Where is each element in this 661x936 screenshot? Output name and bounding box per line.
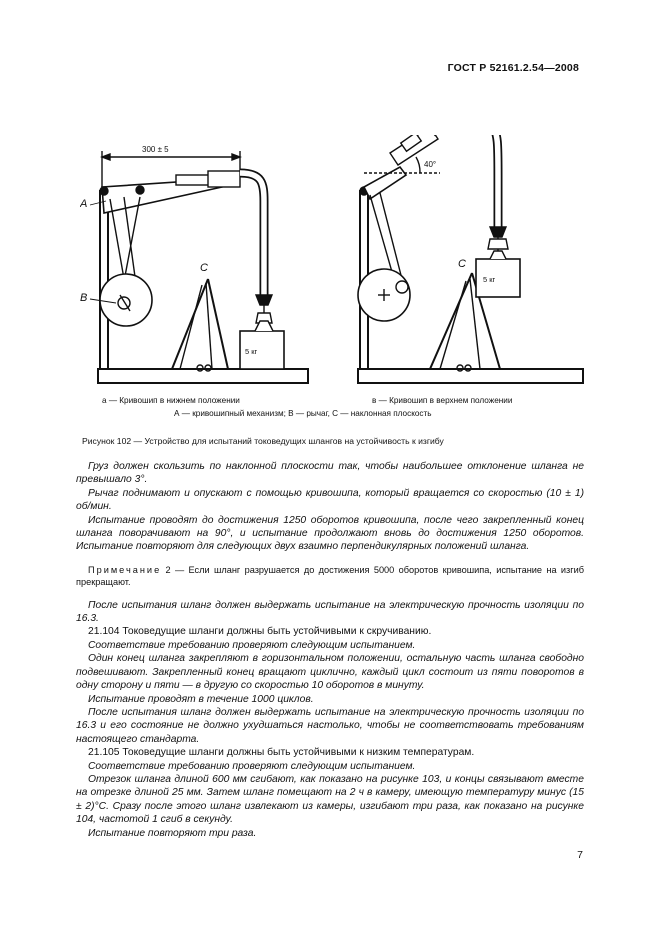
paragraph: Отрезок шланга длиной 600 мм сгибают, как показано на рисунке 103, и концы связывают вместе на отрезке длиной 25 мм. Затем шланг помещают на 2 ч в камеру, имеющую температуру минус (15 ± 2)°С. Сразу после этого шланг извлекают из камеры, изгибают три раза, как показано на рисунке 104, частотой 1 сгиб в секунду. (76, 773, 584, 826)
paragraph: Один конец шланга закрепляют в горизонтальном положении, остальную часть шланга свободно подвешивают. Закрепленный конец вращают циклично, каждый цикл состоит из пяти поворотов в одну сторону и пяти — в другую со скоростью 10 оборотов в минуту. (76, 653, 584, 692)
figure-title: Рисунок 102 — Устройство для испытаний токоведущих шлангов на устойчивость к изгибу (82, 436, 444, 446)
right-lever-arm (364, 167, 406, 199)
label-c-right: C (458, 258, 466, 270)
paragraph: Соответствие требованию проверяют следующим испытанием. (88, 639, 416, 651)
paragraph: Соответствие требованию проверяют следующим испытанием. (88, 760, 416, 772)
figure-legend: А — кривошипный механизм; В — рычаг, С — наклонная плоскость (174, 409, 432, 418)
paragraph: Груз должен скользить по наклонной плоскости так, чтобы наибольшее отклонение шланга не превышало 3°. (76, 461, 584, 486)
clause-21-104: 21.104 Токоведущие шланги должны быть устойчивыми к скручиванию. (88, 626, 432, 638)
body-text (76, 460, 584, 840)
weight-left-label: 5 кг (245, 347, 258, 356)
note-label: Примечание (88, 564, 162, 575)
caption-variant-a: а — Кривошип в нижнем положении (102, 396, 240, 405)
label-a: A (80, 198, 88, 210)
paragraph: Испытание повторяют три раза. (88, 827, 257, 839)
note-text: 2 — Если шланг разрушается до достижения 5000 оборотов кривошипа, испытание на изгиб прекращают. (76, 564, 584, 588)
right-base-plate (358, 369, 583, 383)
document-header: ГОСТ Р 52161.2.54—2008 (447, 62, 579, 74)
left-base-plate (98, 369, 308, 383)
label-c-left: C (200, 262, 208, 274)
dimension-label: 300 ± 5 (142, 145, 169, 154)
caption-variant-b: в — Кривошип в верхнем положении (372, 396, 513, 405)
paragraph: Рычаг поднимают и опускают с помощью кривошипа, который вращается со скоростью (10 ± 1) об/мин. (76, 487, 584, 513)
label-b: B (80, 292, 88, 304)
figure-102-drawing (80, 135, 600, 395)
paragraph: Испытание проводят в течение 1000 циклов. (88, 693, 314, 705)
angle-label: 40° (424, 160, 437, 169)
weight-right-label: 5 кг (483, 275, 496, 284)
note (76, 564, 584, 589)
left-column (100, 191, 108, 369)
page-number: 7 (577, 849, 583, 861)
paragraph: Испытание проводят до достижения 1250 оборотов кривошипа, после чего закрепленный конец шланга поворачивают на 90°, и испытание продолжают вновь до достижения 1250 оборотов. Испытание повторяют для следующих двух взаимно перпендикулярных положений шланга. (76, 514, 584, 553)
clause-21-105: 21.105 Токоведущие шланги должны быть устойчивыми к низким температурам. (88, 747, 475, 759)
paragraph: После испытания шланг должен выдержать испытание на электрическую прочность изоляции по 16.3. (76, 599, 584, 625)
paragraph: После испытания шланг должен выдержать испытание на электрическую прочность изоляции по 16.3 и его состояние не должно ухудшаться настолько, чтобы не соответствовать требованиям настоящего стандарта. (76, 706, 584, 745)
